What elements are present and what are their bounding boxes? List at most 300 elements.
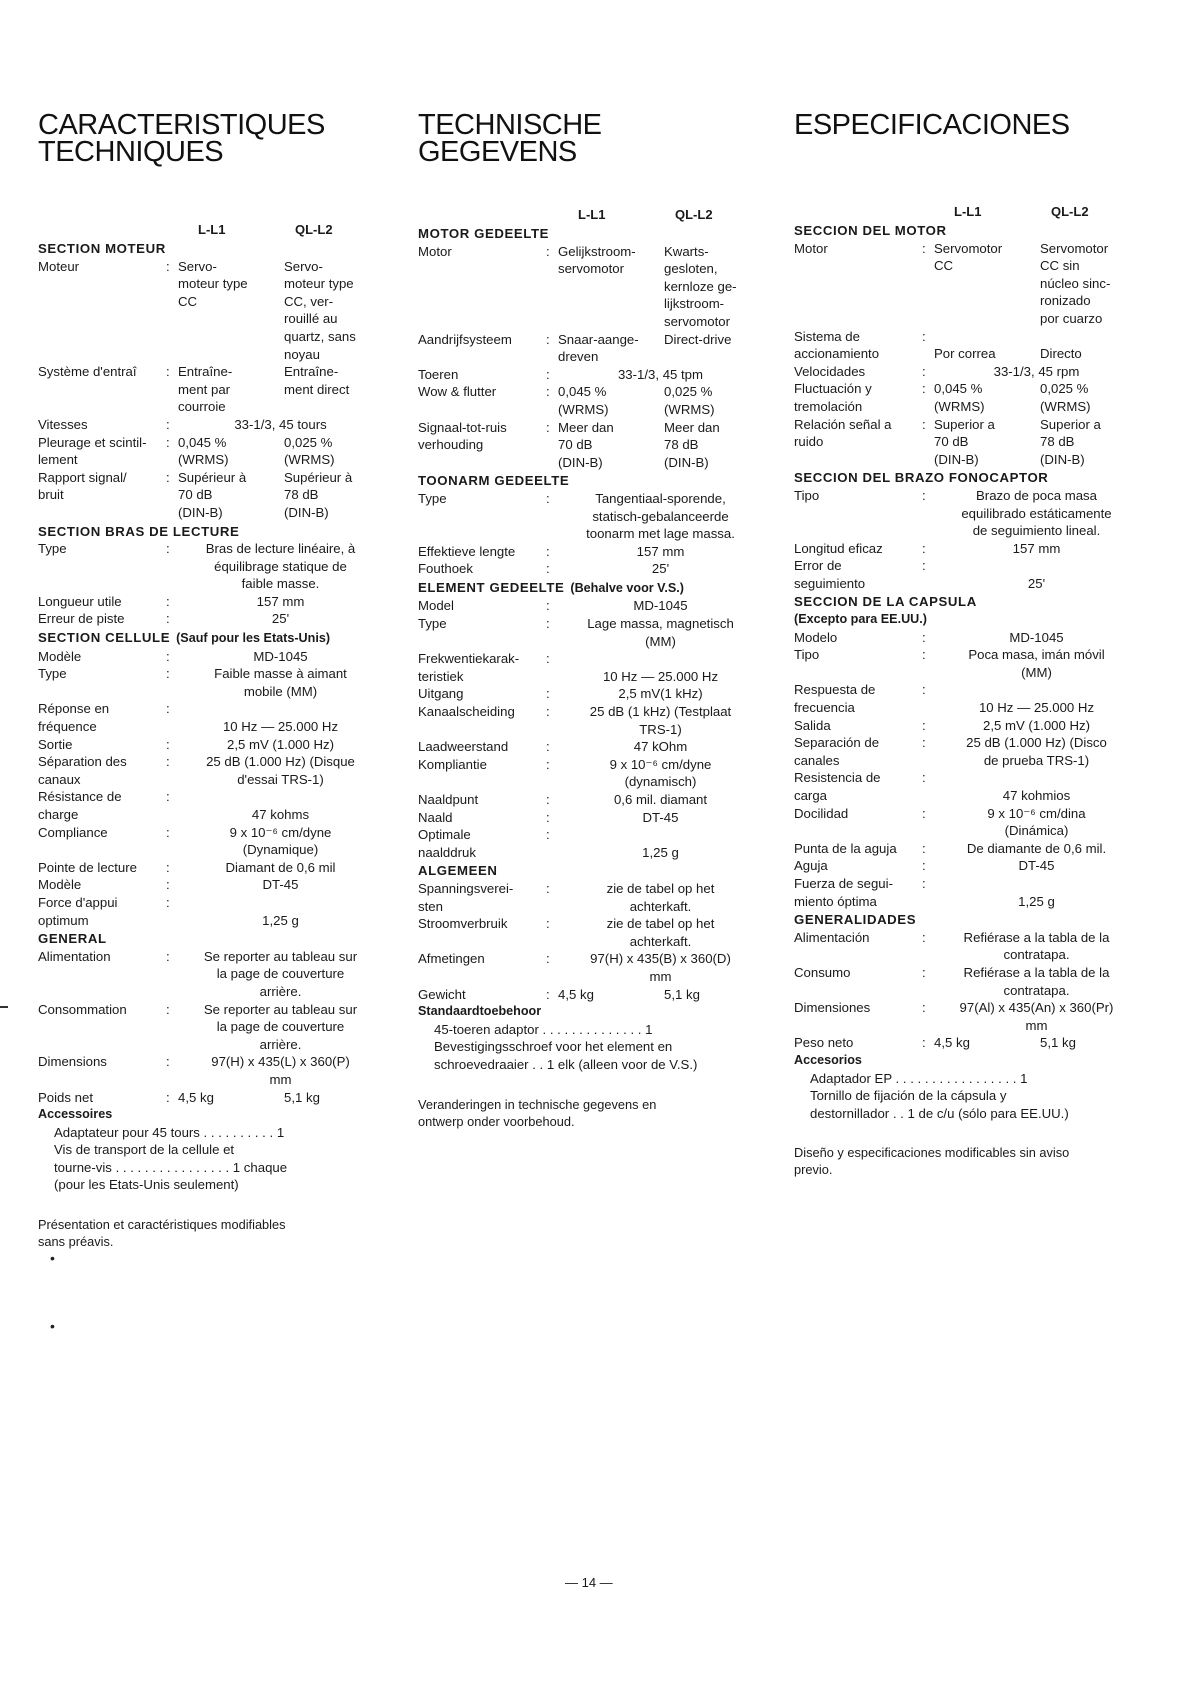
- spec-label: Error de seguimiento: [794, 558, 866, 591]
- spec-list: [794, 222, 1139, 1122]
- disclaimer-note: Veranderingen in technische gegevens en ontwerp onder voorbehoud.: [418, 1096, 657, 1129]
- spec-values: [934, 240, 1139, 328]
- scan-dot: •: [50, 1250, 55, 1266]
- spec-label: Wow & flutter: [418, 384, 497, 400]
- spec-value: 47 kohms: [251, 807, 310, 822]
- spec-row: [418, 543, 763, 561]
- spec-label: Système d'entraî: [38, 364, 137, 380]
- spec-separator: :: [922, 964, 926, 980]
- spec-separator: :: [546, 686, 550, 702]
- spec-row: [794, 999, 1139, 1034]
- spec-value-model-1: Superior a 70 dB (DIN-B): [934, 416, 995, 467]
- spec-separator: :: [166, 364, 170, 380]
- spec-value: MD-1045: [253, 648, 308, 664]
- spec-value: 157 mm: [1012, 540, 1061, 556]
- spec-separator: :: [546, 951, 550, 967]
- spec-label: Velocidades: [794, 363, 866, 379]
- spec-values: [934, 1034, 1139, 1052]
- section-heading: [418, 579, 763, 598]
- spec-value: 47 kOhm: [633, 739, 688, 755]
- spec-value: Refiérase a la tabla de la contratapa.: [963, 929, 1110, 963]
- spec-separator: :: [166, 948, 170, 964]
- spec-label: Force d'appui optimum: [38, 894, 118, 928]
- spec-separator: :: [922, 770, 926, 786]
- spec-separator: :: [922, 717, 926, 733]
- spec-value-model-2: Direct-drive: [664, 331, 732, 347]
- spec-row: [38, 665, 383, 700]
- spec-value: Se reporter au tableau sur la page de couverture arrière.: [203, 1001, 358, 1052]
- spec-value: 9 x 10⁻⁶ cm/dyne (dynamisch): [609, 756, 712, 790]
- section-heading-note: (Sauf pour les Etats-Unis): [176, 631, 331, 646]
- spec-row: [794, 646, 1139, 681]
- spec-separator: :: [922, 540, 926, 556]
- spec-separator: :: [166, 859, 170, 875]
- spec-row: [38, 416, 383, 434]
- spec-values: [558, 243, 763, 331]
- model-2-label: QL-L2: [675, 207, 713, 222]
- spec-row: [794, 964, 1139, 999]
- spec-row: [418, 615, 763, 650]
- spec-separator: :: [166, 1001, 170, 1017]
- spec-separator: :: [922, 805, 926, 821]
- model-2-label: QL-L2: [295, 222, 333, 237]
- spec-label: Longitud eficaz: [794, 540, 883, 556]
- spec-label: Alimentation: [38, 948, 111, 964]
- spec-value-model-1: Entraîne- ment par courroie: [178, 364, 233, 415]
- spec-separator: :: [546, 490, 550, 506]
- spec-values: [178, 469, 383, 522]
- spec-separator: :: [922, 1000, 926, 1016]
- spec-label: Optimale naalddruk: [418, 827, 476, 860]
- spec-label: Vitesses: [38, 416, 88, 432]
- accessories-heading: Accesorios: [794, 1052, 862, 1067]
- section-heading: SECTION BRAS DE LECTURE: [38, 523, 240, 539]
- spec-values: [178, 1089, 383, 1107]
- spec-row: [38, 540, 383, 593]
- spec-value: Diamant de 0,6 mil: [225, 859, 336, 875]
- spec-separator: :: [922, 416, 926, 432]
- spec-label: Uitgang: [418, 686, 464, 702]
- spec-row: [418, 950, 763, 985]
- spec-separator: :: [922, 328, 926, 344]
- spec-label: Modèle: [38, 877, 82, 893]
- spec-value-model-2: 0,025 % (WRMS): [664, 384, 715, 417]
- spec-value: zie de tabel op het achterkaft.: [606, 880, 715, 914]
- section-heading: SECCION DEL BRAZO FONOCAPTOR: [794, 470, 1049, 486]
- spec-label: Réponse en fréquence: [38, 701, 110, 735]
- spec-label: Modèle: [38, 648, 82, 664]
- disclaimer-note: Diseño y especificaciones modificables sin aviso previo.: [794, 1145, 1070, 1178]
- spec-label: Modelo: [794, 629, 838, 645]
- model-2-label: QL-L2: [1051, 204, 1089, 219]
- scan-dot: •: [50, 1318, 55, 1334]
- spec-separator: :: [166, 894, 170, 910]
- spec-row: [38, 894, 383, 929]
- spec-row: [418, 490, 763, 543]
- spec-label: Frekwentiekarak- teristiek: [418, 651, 520, 684]
- spec-row: [38, 593, 383, 611]
- spec-separator: :: [166, 701, 170, 717]
- spec-row: [418, 791, 763, 809]
- spec-label: Compliance: [38, 824, 108, 840]
- spec-value: 97(H) x 435(L) x 360(P) mm: [211, 1054, 350, 1087]
- spec-separator: :: [546, 986, 550, 1002]
- spec-row: [418, 366, 763, 384]
- spec-row: [418, 826, 763, 861]
- spec-row: [418, 915, 763, 950]
- margin-mark: [0, 1006, 8, 1008]
- spec-separator: :: [166, 1089, 170, 1105]
- spec-separator: :: [546, 419, 550, 435]
- spec-separator: :: [922, 647, 926, 663]
- spec-row: [794, 540, 1139, 558]
- section-heading: [38, 629, 383, 648]
- spec-value-model-1: Gelijkstroom- servomotor: [558, 243, 636, 277]
- spec-row: [418, 331, 763, 366]
- spec-label: Consommation: [38, 1001, 127, 1017]
- spec-row: [794, 1034, 1139, 1052]
- spec-separator: :: [166, 789, 170, 805]
- spec-value: 25 dB (1.000 Hz) (Disque d'essai TRS-1): [206, 754, 355, 787]
- spec-label: Spanningsverei- sten: [418, 880, 514, 914]
- spec-value-model-1: Snaar-aange- dreven: [558, 331, 639, 365]
- spec-value-model-1: Supérieur à 70 dB (DIN-B): [178, 469, 247, 520]
- spec-values: [558, 986, 763, 1004]
- spec-values: [558, 419, 763, 472]
- spec-separator: :: [922, 735, 926, 751]
- spec-label: Aandrijfsysteem: [418, 331, 512, 347]
- section-heading: SECCION DE LA CAPSULA: [794, 594, 977, 610]
- spec-separator: :: [166, 541, 170, 557]
- model-header: [418, 206, 763, 224]
- accessories-heading: Accessoires: [38, 1107, 113, 1122]
- spec-label: Aguja: [794, 858, 828, 874]
- spec-separator: :: [922, 1035, 926, 1051]
- spec-label: Naaldpunt: [418, 792, 479, 807]
- spec-row: [38, 859, 383, 877]
- spec-row: [38, 363, 383, 416]
- spec-row: [418, 986, 763, 1004]
- spec-separator: :: [546, 704, 550, 720]
- spec-separator: :: [922, 858, 926, 874]
- spec-value-model-2: Servo- moteur type CC, ver- rouillé au quartz, sans noyau: [284, 258, 356, 362]
- spec-value-model-1: Servomotor CC: [934, 240, 1003, 274]
- spec-separator: :: [546, 792, 550, 807]
- spec-value: 2,5 mV (1.000 Hz): [982, 717, 1090, 733]
- spec-value-model-1: 0,045 % (WRMS): [934, 381, 985, 414]
- spec-separator: :: [546, 809, 550, 825]
- spec-row: [794, 857, 1139, 875]
- spec-separator: :: [166, 736, 170, 752]
- accessory-item: 45-toeren adaptor . . . . . . . . . . . . . . 1: [434, 1021, 653, 1037]
- spec-value: 33-1/3, 45 tpm: [617, 366, 704, 382]
- spec-value-model-1: Por correa: [934, 346, 996, 362]
- spec-row: [794, 717, 1139, 735]
- spec-separator: :: [922, 381, 926, 397]
- column-title: ESPECIFICACIONES: [794, 109, 1070, 141]
- spec-separator: :: [546, 827, 550, 843]
- spec-value-model-2: 5,1 kg: [284, 1089, 320, 1105]
- spec-separator: :: [922, 487, 926, 503]
- spec-row: [794, 363, 1139, 381]
- spec-value-model-1: 0,045 % (WRMS): [558, 384, 609, 417]
- spec-row: [794, 380, 1139, 415]
- accessories-heading: Standaardtoebehoor: [418, 1004, 542, 1019]
- model-1-label: L-L1: [954, 204, 982, 219]
- spec-label: Consumo: [794, 964, 851, 980]
- spec-separator: :: [922, 840, 926, 856]
- spec-value: DT-45: [1018, 858, 1055, 874]
- spec-value: 25': [1027, 575, 1046, 591]
- spec-row: [38, 753, 383, 788]
- section-heading-text: SECTION CELLULE: [38, 630, 171, 646]
- spec-value: 2,5 mV (1.000 Hz): [226, 736, 334, 752]
- spec-label: Fluctuación y tremolación: [794, 381, 872, 414]
- spec-label: Stroomverbruik: [418, 916, 508, 932]
- spec-row: [38, 1089, 383, 1107]
- accessory-item: Vis de transport de la cellule et tourne-vis . . . . . . . . . . . . . . . . 1 chaque (pour les Etats-Unis seulement): [54, 1142, 288, 1193]
- spec-separator: :: [546, 561, 550, 577]
- spec-value: MD-1045: [1009, 629, 1064, 645]
- spec-separator: :: [166, 1054, 170, 1070]
- spec-separator: :: [546, 756, 550, 772]
- section-heading: TOONARM GEDEELTE: [418, 473, 570, 489]
- spec-separator: :: [546, 366, 550, 382]
- spec-values: [558, 383, 763, 418]
- spec-separator: :: [166, 611, 170, 627]
- spec-value-model-2: Entraîne- ment direct: [284, 364, 350, 397]
- spec-row: [794, 875, 1139, 910]
- spec-value: De diamante de 0,6 mil.: [966, 840, 1107, 856]
- spec-row: [38, 648, 383, 666]
- spec-row: [38, 788, 383, 823]
- column-spanish: [794, 109, 1139, 1178]
- spec-label: Rapport signal/ bruit: [38, 469, 127, 503]
- spec-row: [38, 434, 383, 469]
- spec-separator: :: [922, 363, 926, 379]
- spec-row: [418, 560, 763, 578]
- spec-value: Se reporter au tableau sur la page de couverture arrière.: [203, 948, 358, 999]
- spec-row: [38, 948, 383, 1001]
- section-heading: MOTOR GEDEELTE: [418, 226, 550, 241]
- spec-label: Signaal-tot-ruis verhouding: [418, 419, 507, 453]
- spec-separator: :: [922, 558, 926, 574]
- spec-label: Laadweerstand: [418, 739, 509, 755]
- spec-value: 2,5 mV(1 kHz): [618, 686, 703, 702]
- spec-values: [178, 363, 383, 416]
- spec-value: Bras de lecture linéaire, à équilibrage statique de faible masse.: [205, 541, 356, 592]
- spec-row: [794, 805, 1139, 840]
- spec-label: Sistema de accionamiento: [794, 328, 880, 362]
- spec-separator: :: [546, 616, 550, 632]
- spec-value-model-1: 0,045 % (WRMS): [178, 434, 229, 468]
- spec-value-model-2: 5,1 kg: [1040, 1035, 1076, 1051]
- spec-row: [38, 1053, 383, 1088]
- spec-row: [418, 419, 763, 472]
- spec-separator: :: [546, 243, 550, 259]
- section-heading: GENERAL: [38, 931, 107, 947]
- spec-row: [418, 809, 763, 827]
- spec-value: Refiérase a la tabla de la contratapa.: [963, 964, 1110, 998]
- spec-label: Toeren: [418, 366, 459, 382]
- spec-label: Erreur de piste: [38, 611, 125, 627]
- spec-separator: :: [166, 593, 170, 609]
- spec-value: 47 kohmios: [1002, 788, 1071, 803]
- spec-separator: :: [922, 240, 926, 256]
- spec-separator: :: [546, 598, 550, 614]
- spec-row: [794, 416, 1139, 469]
- spec-row: [418, 650, 763, 685]
- spec-label: Motor: [418, 243, 452, 259]
- spec-separator: :: [166, 434, 170, 450]
- spec-label: Dimensions: [38, 1054, 107, 1070]
- spec-separator: :: [546, 543, 550, 559]
- spec-label: Punta de la aguja: [794, 840, 897, 856]
- spec-label: Effektieve lengte: [418, 543, 516, 559]
- spec-value-model-2: Supérieur à 78 dB (DIN-B): [284, 469, 353, 520]
- spec-separator: :: [166, 666, 170, 682]
- spec-separator: :: [166, 824, 170, 840]
- spec-label: Kanaalscheiding: [418, 704, 515, 720]
- accessory-item: Tornillo de fijación de la cápsula y destornillador . . 1 de c/u (sólo para EE.UU.): [810, 1088, 1069, 1121]
- spec-value: Lage massa, magnetisch (MM): [587, 616, 734, 649]
- spec-separator: :: [166, 754, 170, 770]
- spec-separator: :: [546, 384, 550, 400]
- spec-label: Respuesta de frecuencia: [794, 682, 876, 716]
- spec-value: 1,25 g: [262, 912, 299, 928]
- spec-label: Fuerza de segui- miento óptima: [794, 875, 893, 909]
- spec-value: 10 Hz — 25.000 Hz: [602, 668, 719, 684]
- accessory-item: Adaptador EP . . . . . . . . . . . . . . . . . 1: [810, 1070, 1028, 1086]
- spec-value-model-2: 0,025 % (WRMS): [284, 434, 335, 468]
- spec-row: [38, 876, 383, 894]
- spec-label: Kompliantie: [418, 756, 487, 772]
- spec-value: Brazo de poca masa equilibrado estáticamente de seguimiento lineal.: [961, 487, 1112, 539]
- section-heading: SECCION DEL MOTOR: [794, 223, 947, 238]
- section-heading: SECTION MOTEUR: [38, 241, 166, 256]
- spec-separator: :: [546, 739, 550, 755]
- spec-label: Tipo: [794, 647, 820, 663]
- spec-label: Sortie: [38, 736, 73, 752]
- spec-label: Naald: [418, 809, 453, 825]
- spec-value: 1,25 g: [642, 844, 679, 860]
- spec-row: [418, 738, 763, 756]
- spec-row: [794, 557, 1139, 592]
- spec-list: [38, 240, 383, 1194]
- spec-value: 25': [271, 611, 290, 627]
- spec-value: 97(Al) x 435(An) x 360(Pr) mm: [959, 1000, 1114, 1033]
- spec-value: 33-1/3, 45 tours: [234, 416, 327, 432]
- spec-row: [38, 469, 383, 522]
- spec-value-model-2: Directo: [1040, 346, 1082, 362]
- spec-value: 33-1/3, 45 rpm: [993, 363, 1080, 379]
- spec-row: [38, 700, 383, 735]
- spec-label: Résistance de charge: [38, 789, 122, 822]
- spec-value: DT-45: [642, 809, 679, 825]
- spec-value: 10 Hz — 25.000 Hz: [978, 700, 1095, 716]
- spec-value-model-2: Kwarts- gesloten, kernloze ge- lijkstroom- servomotor: [664, 243, 737, 329]
- spec-value-model-2: 0,025 % (WRMS): [1040, 381, 1091, 414]
- spec-row: [418, 243, 763, 331]
- spec-values: [934, 416, 1139, 469]
- spec-label: Resistencia de carga: [794, 770, 881, 803]
- spec-row: [794, 840, 1139, 858]
- spec-row: [38, 258, 383, 364]
- column-french: [38, 109, 383, 1250]
- spec-separator: :: [922, 682, 926, 698]
- spec-label: Séparation des canaux: [38, 754, 127, 787]
- spec-label: Type: [38, 541, 67, 557]
- spec-values: [178, 258, 383, 364]
- spec-label: Gewicht: [418, 986, 466, 1002]
- spec-value: 97(H) x 435(B) x 360(D) mm: [590, 951, 731, 984]
- spec-label: Longueur utile: [38, 593, 122, 609]
- spec-label: Poids net: [38, 1089, 93, 1105]
- spec-values: [178, 434, 383, 469]
- model-header: [38, 221, 383, 239]
- spec-value: Poca masa, imán móvil (MM): [968, 647, 1105, 680]
- spec-row: [794, 240, 1139, 328]
- spec-values: [558, 331, 763, 366]
- model-1-label: L-L1: [198, 222, 226, 237]
- spec-value: 1,25 g: [1018, 893, 1055, 909]
- spec-value-model-2: 5,1 kg: [664, 986, 700, 1002]
- spec-row: [38, 824, 383, 859]
- spec-value-model-1: Meer dan 70 dB (DIN-B): [558, 419, 614, 470]
- spec-label: Docilidad: [794, 805, 849, 821]
- spec-value-model-2: Servomotor CC sin núcleo sinc- ronizado por cuarzo: [1040, 240, 1111, 326]
- spec-label: Separación de canales: [794, 735, 880, 768]
- spec-row: [794, 487, 1139, 540]
- spec-separator: :: [546, 916, 550, 932]
- spec-label: Pointe de lecture: [38, 859, 137, 875]
- spec-value-model-1: 4,5 kg: [558, 986, 594, 1002]
- spec-label: Salida: [794, 717, 831, 733]
- spec-row: [794, 769, 1139, 804]
- spec-label: Dimensiones: [794, 1000, 871, 1016]
- spec-label: Peso neto: [794, 1035, 854, 1051]
- spec-label: Pleurage et scintil- lement: [38, 434, 147, 468]
- spec-label: Type: [38, 666, 67, 682]
- spec-row: [418, 597, 763, 615]
- spec-label: Fouthoek: [418, 561, 473, 577]
- accessories-heading: (Excepto para EE.UU.): [794, 612, 927, 627]
- spec-value: 9 x 10⁻⁶ cm/dina (Dinámica): [987, 805, 1086, 839]
- spec-separator: :: [546, 880, 550, 896]
- page-number: — 14 —: [565, 1575, 613, 1590]
- spec-value-model-2: Meer dan 78 dB (DIN-B): [664, 419, 720, 470]
- spec-value: DT-45: [262, 877, 299, 893]
- spec-row: [418, 880, 763, 915]
- disclaimer-note: Présentation et caractéristiques modifiables sans préavis.: [38, 1217, 286, 1250]
- spec-separator: :: [166, 648, 170, 664]
- model-header: [794, 203, 1139, 221]
- spec-list: [418, 225, 763, 1074]
- spec-label: Moteur: [38, 258, 80, 274]
- spec-row: [38, 736, 383, 754]
- spec-separator: :: [546, 331, 550, 347]
- spec-row: [794, 929, 1139, 964]
- section-heading: ALGEMEEN: [418, 863, 498, 879]
- column-dutch: [418, 109, 763, 1130]
- spec-row: [794, 328, 1139, 363]
- spec-row: [794, 681, 1139, 716]
- spec-value-model-1: Servo- moteur type CC: [178, 258, 248, 309]
- spec-row: [38, 610, 383, 628]
- spec-row: [794, 629, 1139, 647]
- spec-label: Relación señal a ruido: [794, 416, 892, 450]
- spec-row: [38, 1001, 383, 1054]
